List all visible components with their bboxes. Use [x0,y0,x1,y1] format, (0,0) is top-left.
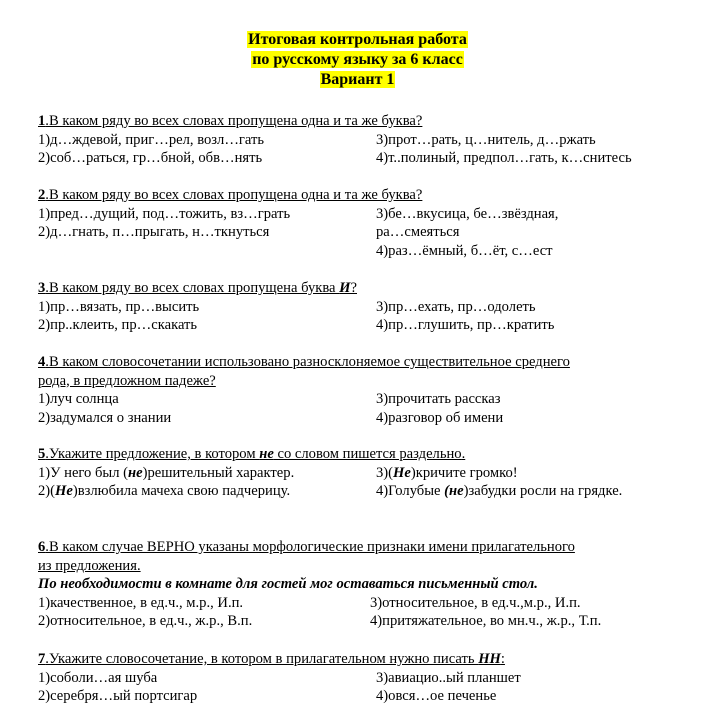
question-5-particle: не [259,446,274,462]
q1-option-1: 1)д…ждевой, приг…рел, возл…гать [38,131,265,148]
question-7-mark: : [500,651,505,667]
q6-option-4: 4)притяжательное, во мн.ч., ж.р., Т.п. [370,613,602,630]
q3-option-1: 1)пр…вязать, пр…высить [38,298,200,315]
question-6 [38,538,688,631]
question-1-prompt: .В каком ряду во всех словах пропущена одна и та же буква? [45,113,423,129]
question-2-text [38,186,688,205]
answer-row [38,409,688,428]
q3-option-3: 3)пр…ехать, пр…одолеть [376,298,536,315]
title-line-1: Итоговая контрольная работа [248,31,467,48]
question-6-prompt-line-1: .В каком случае ВЕРНО указаны морфологические признаки имени прилагательного [45,539,575,555]
question-4-text [38,353,688,372]
answer-row [38,205,688,224]
question-4-prompt-line-1: .В каком словосочетании использовано разносклоняемое существительное среднего [45,354,570,370]
q2-option-4: 4)раз…ёмный, б…ёт, с…ест [376,242,553,259]
answer-row [38,464,688,483]
q2-option-2: 2)д…гнать, п…прыгать, н…ткнуться [38,224,270,241]
question-3-prompt: .В каком ряду во всех словах пропущена буква [45,280,340,296]
q6-option-3: 3)относительное, в ед.ч.,м.р., И.п. [370,594,581,611]
answer-row [38,612,688,631]
answer-row [38,298,688,317]
q5-option-2: 2)(Не)взлюбила мачеха свою падчерицу. [38,483,291,500]
q6-option-2: 2)относительное, в ед.ч., ж.р., В.п. [38,613,253,630]
document-title [0,30,715,90]
question-3-mark: ? [350,280,357,296]
title-line-2: по русскому языку за 6 класс [252,51,463,68]
question-5-number: 5 [38,446,46,462]
answer-row [38,390,688,409]
question-3-number: 3 [38,280,46,296]
question-1-text [38,112,688,131]
q2-option-3-line-2: ра…смеяться [376,224,460,241]
q5-option-3: 3)(Не)кричите громко! [376,464,518,481]
q7-option-1: 1)соболи…ая шуба [38,669,158,686]
q3-option-4: 4)пр…глушить, пр…кратить [376,317,555,334]
question-2-number: 2 [38,187,46,203]
q1-option-4: 4)т..полиный, предпол…гать, к…снитесь [376,150,632,167]
q1-option-3: 3)прот…рать, ц…нитель, д…ржать [376,131,596,148]
title-line-3: Вариант 1 [320,71,395,88]
q6-option-1: 1)качественное, в ед.ч., м.р., И.п. [38,594,244,611]
question-3-text [38,279,688,298]
question-1 [38,112,688,168]
q2-option-3-line-1: 3)бе…вкусица, бе…звёздная, [376,205,559,222]
q4-option-3: 3)прочитать рассказ [376,391,501,408]
question-4 [38,353,688,427]
q2-option-1: 1)пред…дущий, под…тожить, вз…грать [38,205,291,222]
question-6-sentence: По необходимости в комнате для гостей мог оставаться письменный стол. [38,576,538,593]
q5-option-4: 4)Голубые (не)забудки росли на грядке. [376,483,623,500]
q3-option-2: 2)пр..клеить, пр…скакать [38,317,198,334]
question-7 [38,650,688,706]
question-6-prompt-line-2: из предложения. [38,557,141,574]
question-4-prompt-line-2: рода, в предложном падеже? [38,372,216,389]
q4-option-1: 1)луч солнца [38,391,119,408]
question-5 [38,445,688,501]
question-6-number: 6 [38,539,46,555]
answer-row [38,669,688,688]
answer-row [38,131,688,150]
q4-option-4: 4)разговор об имени [376,409,504,426]
answer-row [38,687,688,706]
answer-row [38,482,688,501]
q5-option-1: 1)У него был (не)решительный характер. [38,464,295,481]
question-3 [38,279,688,335]
question-7-number: 7 [38,651,46,667]
q7-option-2: 2)серебря…ый портсигар [38,688,198,705]
question-1-number: 1 [38,113,46,129]
question-7-text [38,650,688,669]
question-6-text [38,538,688,557]
question-5-prompt: .Укажите предложение, в котором [45,446,260,462]
question-2-prompt: .В каком ряду во всех словах пропущена одна и та же буква? [45,187,423,203]
q4-option-2: 2)задумался о знании [38,409,172,426]
answer-row [38,149,688,168]
answer-row [38,316,688,335]
question-2 [38,186,688,260]
q7-option-4: 4)овся…ое печенье [376,688,497,705]
question-5-prompt-end: со словом пишется раздельно [273,446,462,462]
question-7-prompt: .Укажите словосочетание, в котором в прилагательном нужно писать [45,651,479,667]
answer-row [38,242,688,261]
question-7-letters: НН [478,651,501,667]
question-5-text: 5.Укажите предложение, в котором не со словом пишется раздельно. [38,446,466,462]
question-4-number: 4 [38,354,46,370]
q1-option-2: 2)соб…раться, гр…бной, обв…нять [38,150,263,167]
question-3-letter: И [339,280,351,296]
answer-row [38,594,688,613]
q7-option-3: 3)авиацио..ый планшет [376,669,521,686]
answer-row [38,223,688,242]
